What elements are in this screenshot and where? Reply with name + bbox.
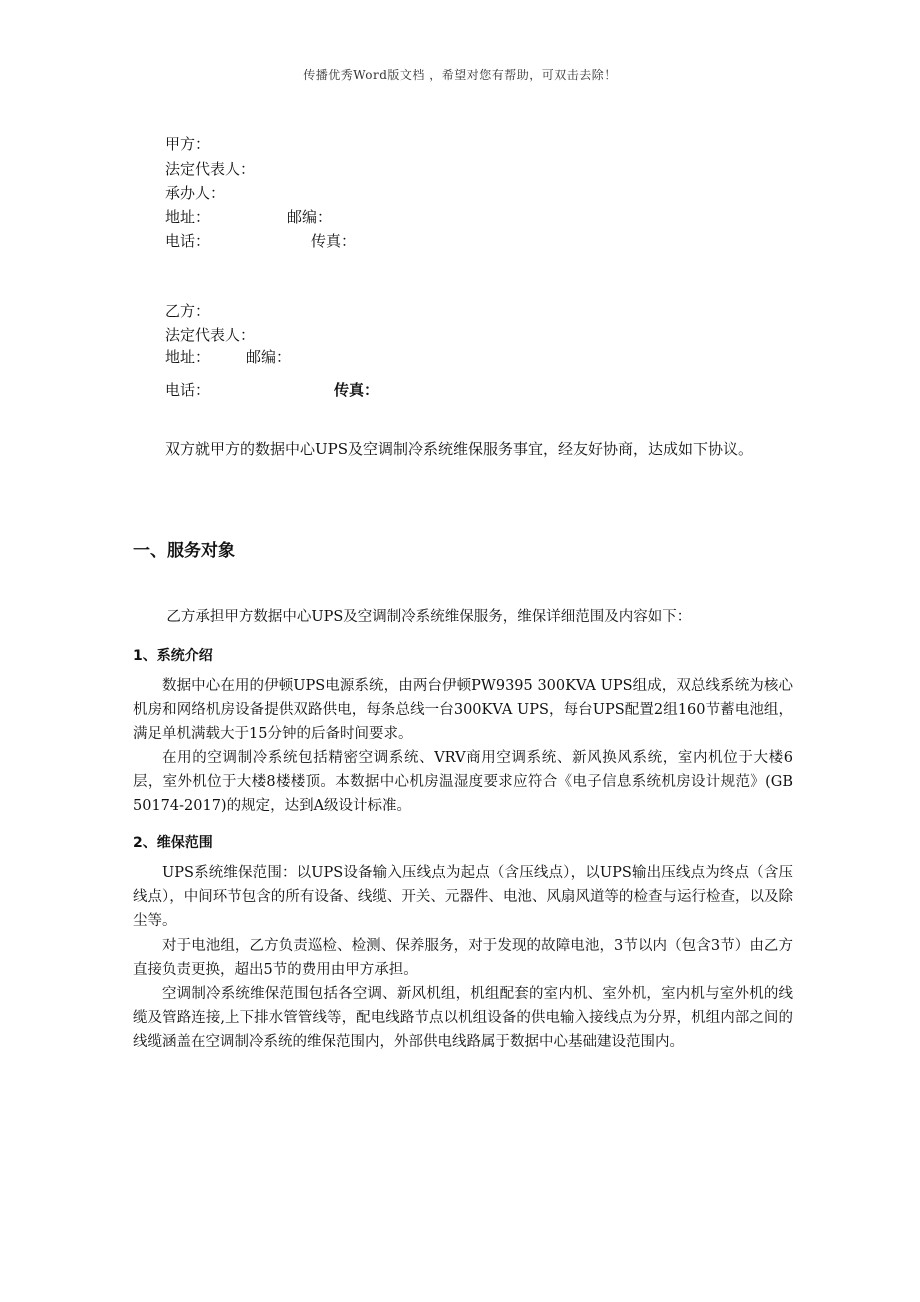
party-a-label: 甲方： [165, 135, 211, 153]
party-a-rep: 法定代表人： [165, 160, 256, 178]
scope-paragraph-ups: UPS系统维保范围：以UPS设备输入压线点为起点（含压线点），以UPS输出压线点为终点（含压线点），中间环节包含的所有设备、线缆、开关、元器件、电池、风扇风道等的检查与运行检查，以及除尘等。 [133, 865, 793, 930]
scope-paragraph-hvac: 空调制冷系统维保范围包括各空调、新风机组，机组配套的室内机、室外机，室内机与室外机的线缆及管路连接,上下排水管管线等，配电线路节点以机组设备的供电输入接线点为分界，机组内部之间的线缆涵盖在空调制冷系统的维保范围内，外部供电线路属于数据中心基础建设范围内。 [133, 986, 793, 1051]
party-b-rep: 法定代表人： [165, 326, 256, 344]
party-b-address: 地址： [165, 348, 211, 366]
party-a-address: 地址： [165, 208, 211, 226]
party-a-phone: 电话： [165, 232, 211, 250]
system-intro-paragraph-2: 在用的空调制冷系统包括精密空调系统、VRV商用空调系统、新风换风系统，室内机位于大楼6层，室外机位于大楼8楼楼顶。本数据中心机房温湿度要求应符合《电子信息系统机房设计规范》(GB 50174-2017)的规定，达到A级设计标准。 [133, 750, 793, 815]
sub-heading-maintenance-scope: 2、维保范围 [133, 835, 213, 851]
sub-heading-system-intro: 1、系统介绍 [133, 648, 213, 664]
watermark-text: 传播优秀Word版文档 ，希望对您有帮助，可双击去除！ [303, 68, 617, 82]
party-b-label: 乙方： [165, 302, 211, 320]
party-b-postcode: 邮编： [246, 348, 292, 366]
party-b-fax: 传真： [334, 381, 380, 399]
system-intro-paragraph-1: 数据中心在用的伊顿UPS电源系统，由两台伊顿PW9395 300KVA UPS组成，双总线系统为核心机房和网络机房设备提供双路供电，每条总线一台300KVA UPS，每台UPS配置2组160节蓄电池组，满足单机满载大于15分钟的后备时间要求。 [133, 678, 793, 743]
scope-paragraph-battery: 对于电池组，乙方负责巡检、检测、保养服务，对于发现的故障电池，3节以内（包含3节）由乙方直接负责更换，超出5节的费用由甲方承担。 [133, 938, 793, 979]
party-a-handler: 承办人： [165, 184, 226, 202]
party-a-fax: 传真： [311, 232, 357, 250]
section-heading-service-object: 一、服务对象 [133, 541, 235, 561]
agreement-intro: 双方就甲方的数据中心UPS及空调制冷系统维保服务事宜，经友好协商，达成如下协议。 [165, 440, 754, 458]
party-a-postcode: 邮编： [287, 208, 333, 226]
section-intro: 乙方承担甲方数据中心UPS及空调制冷系统维保服务，维保详细范围及内容如下： [166, 609, 692, 625]
party-b-phone: 电话： [165, 381, 211, 399]
